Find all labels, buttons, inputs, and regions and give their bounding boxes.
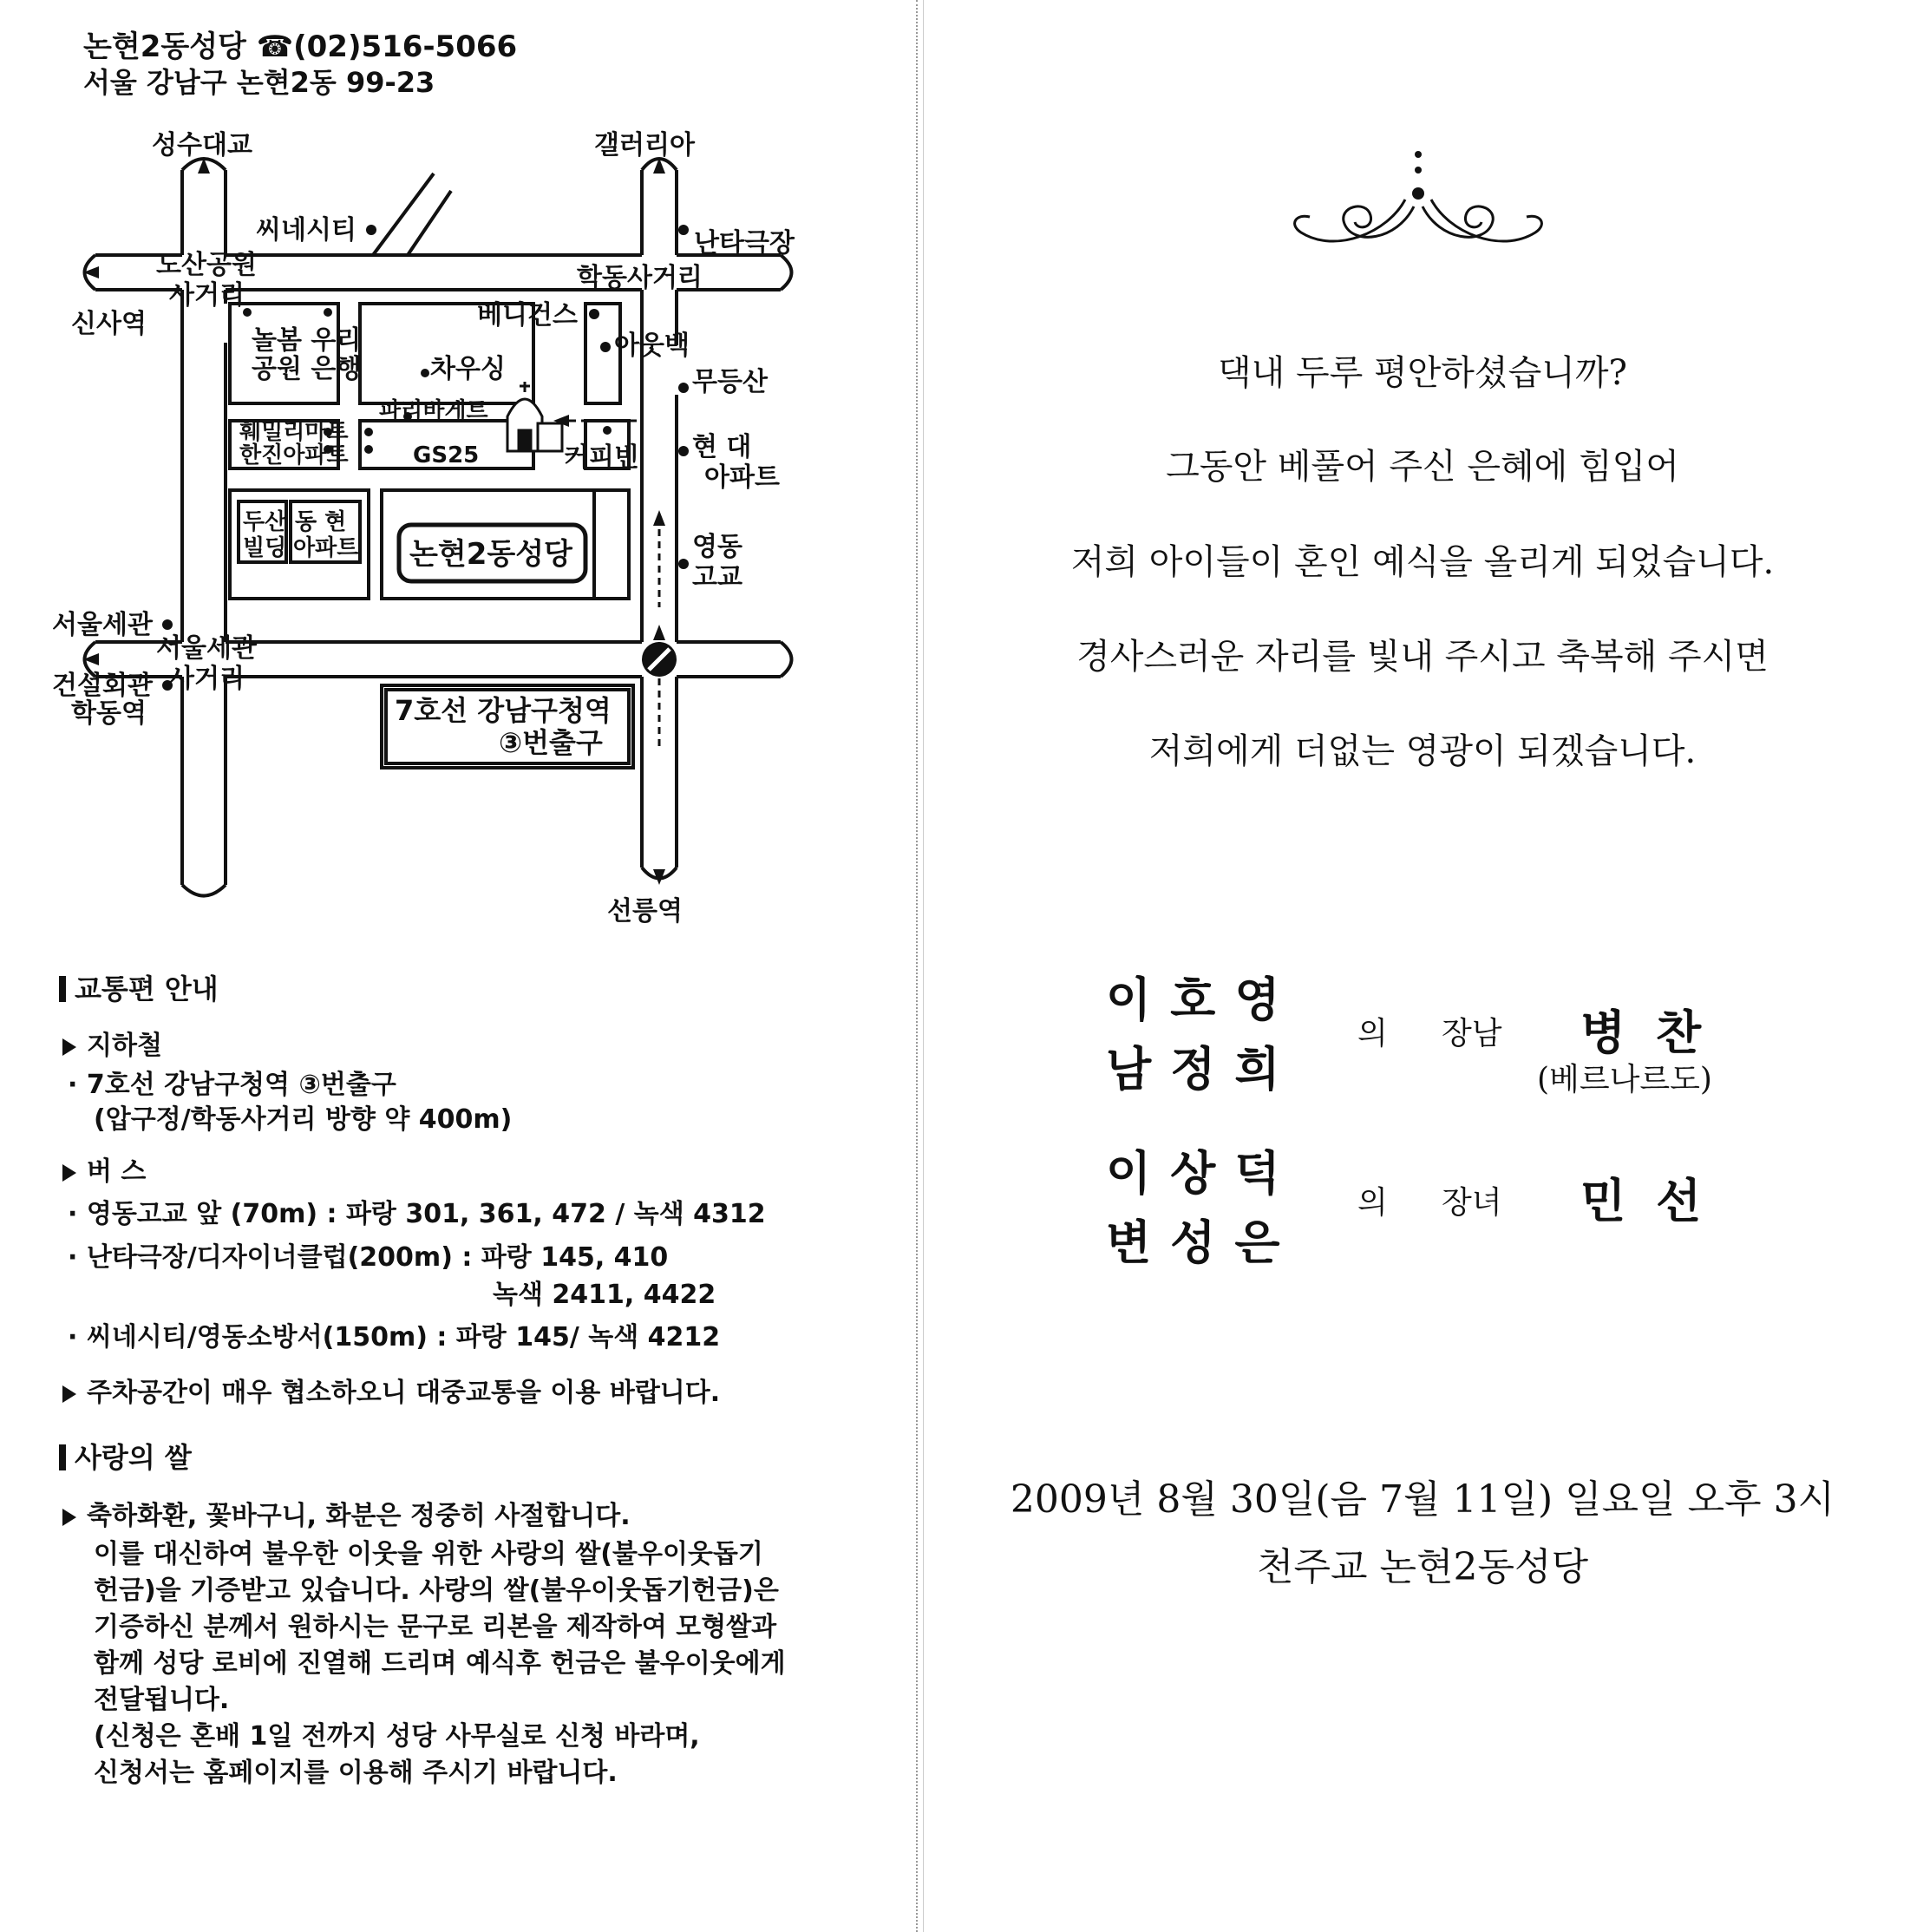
love-rice-line-6: 전달됩니다. <box>94 1685 230 1715</box>
greeting-line-1: 댁내 두루 평안하셨습니까? <box>1218 353 1627 393</box>
bus-label: 버 스 <box>62 1149 146 1188</box>
event-venue: 천주교 논현2동성당 <box>1256 1545 1588 1589</box>
map-label-donghyun-1: 동 현 <box>295 509 347 535</box>
bride-father: 이상덕 <box>1106 1145 1299 1201</box>
bride-of: 의 <box>1357 1185 1388 1221</box>
greeting-line-5: 저희에게 더없는 영광이 되겠습니다. <box>1148 731 1697 771</box>
groom-of: 의 <box>1357 1016 1388 1051</box>
map-label-hyundai-1: 현 대 <box>692 432 752 462</box>
love-rice-line-4: 기증하신 분께서 원하시는 문구로 리본을 제작하여 모형쌀과 <box>94 1612 777 1642</box>
map-label-hakdong-intersection: 학동사거리 <box>577 263 703 293</box>
bride-name: 민 선 <box>1580 1173 1709 1228</box>
map-label-seongsu: 성수대교 <box>152 130 252 160</box>
groom-mother: 남정희 <box>1106 1041 1299 1097</box>
map-label-customs-1: 서울세관 <box>156 633 257 664</box>
map-label-cinecity: 씨네시티 <box>256 215 356 246</box>
greeting-line-4: 경사스러운 자리를 빛내 주시고 축복해 주시면 <box>1076 637 1769 677</box>
map-label-nolbom-2: 공원 은행 <box>252 354 362 384</box>
map-label-construction-hall: 건설회관 <box>52 671 153 701</box>
church-header <box>83 23 517 65</box>
love-rice-line-1: 축하화환, 꽃바구니, 화분은 정중히 사절합니다. <box>62 1494 631 1532</box>
map-label-station-1: 7호선 강남구청역 <box>395 694 612 727</box>
bride-relation: 장녀 <box>1442 1185 1502 1221</box>
map-label-seolleung: 선릉역 <box>607 896 683 927</box>
map-label-seoul-hall: 서울세관 <box>52 610 153 640</box>
map-label-mudeungsan: 무등산 <box>692 367 768 397</box>
map-label-hakdong-station: 학동역 <box>71 698 147 729</box>
map-label-station-2: ③번출구 <box>499 726 603 759</box>
fold-line <box>916 0 918 1932</box>
transport-title: 교통편 안내 <box>59 967 219 1007</box>
map-label-hanjin-apt: 한진아파트 <box>239 442 349 468</box>
arrow-walk-2-icon <box>653 625 665 640</box>
map-label-hyundai-2: 아파트 <box>704 462 780 493</box>
love-rice-line-7: (신청은 혼배 1일 전까지 성당 사무실로 신청 바라며, <box>94 1721 700 1752</box>
map-label-chawoosing: 차우싱 <box>430 354 506 384</box>
location-map <box>52 121 815 941</box>
bus-line-4: · 씨네시티/영동소방서(150m) : 파랑 145/ 녹색 4212 <box>68 1322 721 1352</box>
bride-mother: 변성은 <box>1106 1215 1299 1270</box>
map-label-doosan-2: 빌딩 <box>243 535 287 561</box>
map-label-yeongdong-1: 영동 <box>692 532 742 562</box>
fold-line-shadow <box>923 0 924 1932</box>
subway-label: 지하철 <box>62 1024 162 1062</box>
flourish-ornament-icon <box>1284 146 1553 276</box>
love-rice-line-8: 신청서는 홈페이지를 이용해 주시기 바랍니다. <box>94 1758 618 1788</box>
love-rice-line-5: 함께 성당 로비에 진열해 드리며 예식후 헌금은 불우이웃에게 <box>94 1648 786 1679</box>
parking-note: 주차공간이 매우 협소하오니 대중교통을 이용 바랍니다. <box>62 1371 720 1409</box>
bus-line-3: 녹색 2411, 4422 <box>493 1280 716 1310</box>
love-rice-title: 사랑의 쌀 <box>59 1436 192 1476</box>
subway-line-1: · 7호선 강남구청역 ③번출구 <box>68 1070 396 1100</box>
map-label-doosan-1: 두산 <box>243 509 287 535</box>
map-label-galleria: 갤러리아 <box>594 130 695 160</box>
groom-name: 병 찬 <box>1580 1005 1709 1060</box>
map-label-paris-baguette: 파리바게트 <box>379 398 488 424</box>
map-label-nolbom-1: 놀봄 우리 <box>252 325 362 356</box>
groom-father: 이호영 <box>1106 972 1299 1027</box>
church-name: 논현2동성당 <box>83 29 246 64</box>
arrow-walk-1-icon <box>653 510 665 526</box>
groom-relation: 장남 <box>1442 1016 1502 1051</box>
map-label-sinsa: 신사역 <box>71 309 147 339</box>
map-label-donghyun-2: 아파트 <box>293 535 359 561</box>
subway-line-2: (압구정/학동사거리 방향 약 400m) <box>94 1104 513 1135</box>
map-label-nanta: 난타극장 <box>694 228 795 259</box>
bus-line-1: · 영동고교 앞 (70m) : 파랑 301, 361, 472 / 녹색 4312 <box>68 1199 766 1229</box>
love-rice-line-3: 헌금)을 기증받고 있습니다. 사랑의 쌀(불우이웃돕기헌금)은 <box>94 1575 779 1606</box>
phone-number: ☎(02)516-5066 <box>256 29 518 64</box>
greeting-line-2: 그동안 베풀어 주신 은혜에 힘입어 <box>1166 447 1679 487</box>
map-label-coffee-bean: 커피빈 <box>564 442 639 473</box>
map-label-church: 논현2동성당 <box>409 537 572 572</box>
love-rice-line-2: 이를 대신하여 불우한 이웃을 위한 사랑의 쌀(불우이웃돕기 <box>94 1539 763 1569</box>
church-address: 서울 강남구 논현2동 99-23 <box>83 66 435 99</box>
event-datetime: 2009년 8월 30일(음 7월 11일) 일요일 오후 3시 <box>1010 1477 1835 1522</box>
greeting-line-3: 저희 아이들이 혼인 예식을 올리게 되었습니다. <box>1070 542 1775 582</box>
map-label-dosan-2: 사거리 <box>169 280 245 311</box>
groom-baptismal-name: (베르나르도) <box>1537 1062 1712 1097</box>
map-label-yeongdong-2: 고교 <box>692 562 742 593</box>
map-label-family-mart: 훼밀리마트 <box>239 419 349 445</box>
map-label-gs25: GS25 <box>413 442 480 468</box>
map-label-outback: 아웃백 <box>614 331 690 361</box>
map-label-customs-2: 사거리 <box>169 664 245 694</box>
map-label-benetton: 베니건스 <box>477 300 578 331</box>
bus-line-2: · 난타극장/디자이너클럽(200m) : 파랑 145, 410 <box>68 1242 669 1273</box>
map-label-dosan-1: 도산공원 <box>156 250 257 280</box>
